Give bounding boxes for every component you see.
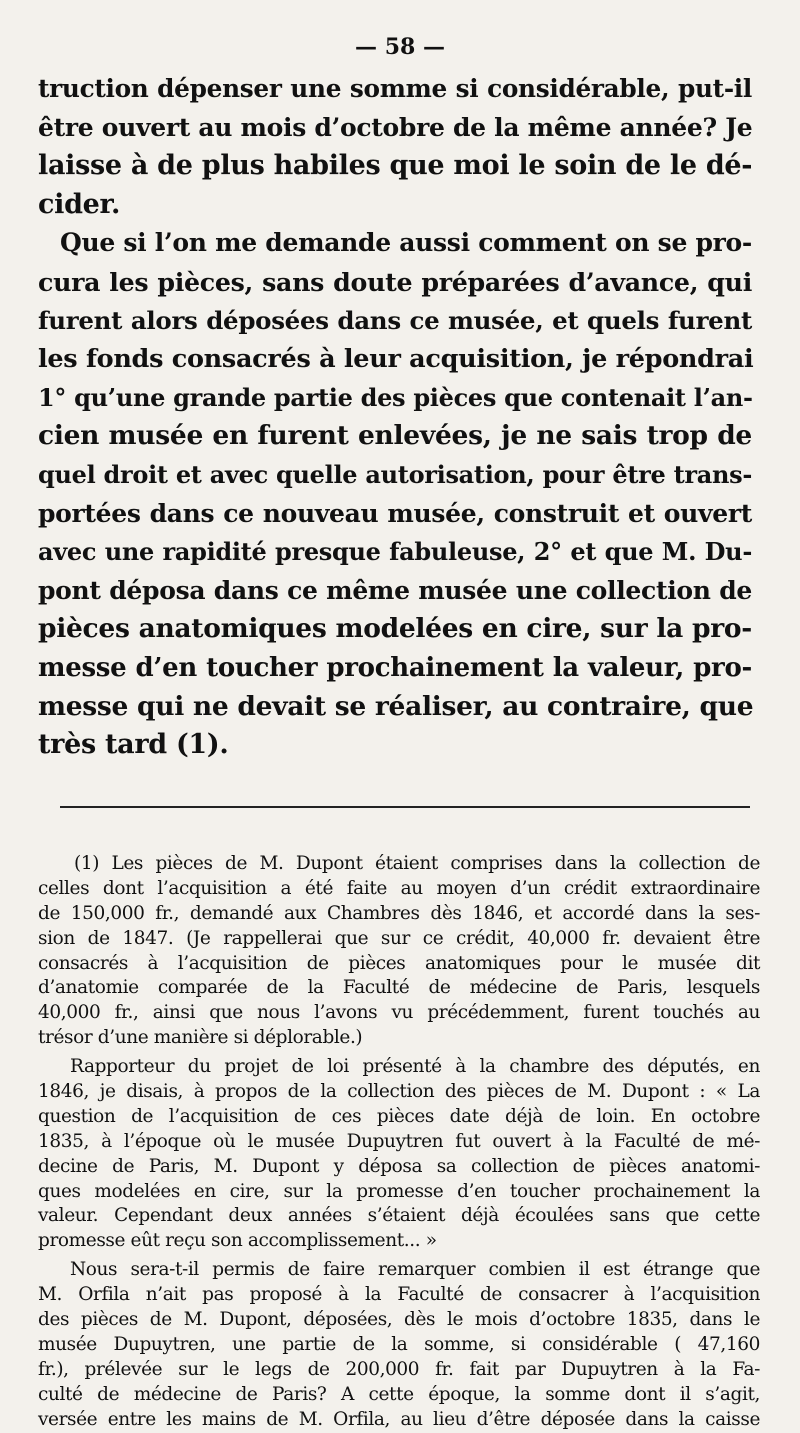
text-line: pièces anatomiques modelées en cire, sur la pro- bbox=[38, 613, 752, 645]
footnote-line: sion de 1847. (Je rappellerai que sur ce crédit, 40,000 fr. devaient être bbox=[38, 927, 760, 949]
text-line: cura les pièces, sans doute préparées d’avance, qui bbox=[38, 266, 752, 297]
footnote-line: 1835, à l’époque où le musée Dupuytren fut ouvert à la Faculté de mé- bbox=[38, 1130, 760, 1152]
footnotes bbox=[38, 852, 760, 1432]
footnote-line: question de l’acquisition de ces pièces date déjà de loin. En octobre bbox=[38, 1105, 760, 1127]
text-line: laisse à de plus habiles que moi le soin de le dé- bbox=[38, 150, 753, 182]
footnote-line: 40,000 fr., ainsi que nous l’avons vu précédemment, furent touchés au bbox=[38, 1002, 760, 1024]
text-line: furent alors déposées dans ce musée, et quels furent bbox=[38, 305, 752, 335]
text-line: très tard (1). bbox=[38, 729, 229, 761]
text-line: cider. bbox=[38, 188, 121, 220]
text-line: pont déposa dans ce même musée une collection de bbox=[38, 575, 752, 605]
footnote-line: trésor d’une manière si déplorable.) bbox=[38, 1027, 363, 1049]
text-line: être ouvert au mois d’octobre de la même année? Je bbox=[38, 112, 753, 142]
footnote-line: consacrés à l’acquisition de pièces anatomiques pour le musée dit bbox=[38, 952, 760, 974]
footnote-line: ques modelées en cire, sur la promesse d’en toucher prochainement la bbox=[38, 1180, 760, 1202]
text-line: 1° qu’une grande partie des pièces que contenait l’an- bbox=[38, 382, 753, 412]
footnote-line: Rapporteur du projet de loi présenté à la chambre des députés, en bbox=[70, 1056, 760, 1078]
text-line: Que si l’on me demande aussi comment on se pro- bbox=[60, 228, 752, 258]
text-line: messe qui ne devait se réaliser, au contraire, que bbox=[38, 690, 754, 722]
page-number: — 58 — bbox=[355, 34, 445, 60]
footnote-line: 1846, je disais, à propos de la collection des pièces de M. Dupont : « La bbox=[38, 1081, 760, 1103]
footnote-line: valeur. Cependant deux années s’étaient déjà écoulées sans que cette bbox=[38, 1205, 760, 1227]
footnote-line: decine de Paris, M. Dupont y déposa sa collection de pièces anatomi- bbox=[38, 1155, 760, 1177]
footnote-line: musée Dupuytren, une partie de la somme, si considérable ( 47,160 bbox=[38, 1333, 760, 1355]
footnote-line: celles dont l’acquisition a été faite au moyen d’un crédit extraordinaire bbox=[38, 877, 760, 899]
footnote-line: des pièces de M. Dupont, déposées, dès le mois d’octobre 1835, dans le bbox=[38, 1309, 760, 1331]
text-line: les fonds consacrés à leur acquisition, je répondrai bbox=[38, 344, 754, 375]
footnote-line: de 150,000 fr., demandé aux Chambres dès 1846, et accordé dans la ses- bbox=[38, 902, 760, 924]
text-line: quel droit et avec quelle autorisation, pour être trans- bbox=[38, 459, 752, 489]
footnote-line: versée entre les mains de M. Orfila, au lieu d’être déposée dans la caisse bbox=[38, 1408, 760, 1430]
footnote-line: (1) Les pièces de M. Dupont étaient comprises dans la collection de bbox=[74, 853, 760, 874]
text-line: truction dépenser une somme si considérable, put-il bbox=[38, 74, 752, 103]
footnote-line: promesse eût reçu son accomplissement... » bbox=[38, 1230, 437, 1252]
footnote-line: culté de médecine de Paris? A cette époque, la somme dont il s’agit, bbox=[38, 1383, 760, 1405]
text-line: messe d’en toucher prochainement la valeur, pro- bbox=[38, 652, 752, 683]
footnote-line: d’anatomie comparée de la Faculté de médecine de Paris, lesquels bbox=[38, 977, 760, 999]
text-line: avec une rapidité presque fabuleuse, 2° et que M. Du- bbox=[38, 537, 752, 567]
main-text bbox=[38, 70, 752, 765]
text-line: cien musée en furent enlevées, je ne sais trop de bbox=[38, 420, 752, 452]
footnote-line: Nous sera-t-il permis de faire remarquer combien il est étrange que bbox=[70, 1259, 760, 1281]
footnote-rule bbox=[60, 806, 750, 808]
text-line: portées dans ce nouveau musée, construit et ouvert bbox=[38, 498, 752, 528]
footnote-line: fr.), prélevée sur le legs de 200,000 fr. fait par Dupuytren à la Fa- bbox=[38, 1358, 760, 1380]
footnote-line: M. Orfila n’ait pas proposé à la Faculté de consacrer à l’acquisition bbox=[38, 1284, 760, 1306]
